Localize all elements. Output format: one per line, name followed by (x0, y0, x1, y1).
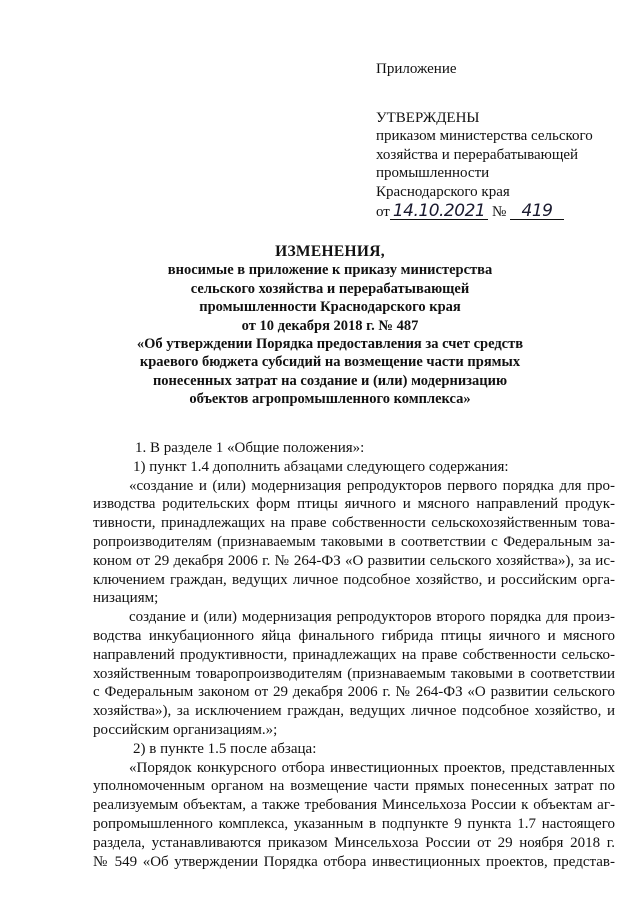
handwritten-number: 419 (510, 203, 564, 220)
body-line: № 549 «Об утверждении Порядка отбора инвестиционных проектов, представ- (93, 853, 615, 870)
approval-line: хозяйства и перерабатывающей (376, 146, 579, 163)
body-line: низациям; (93, 590, 159, 607)
body-line: российским организациям.»; (93, 721, 278, 738)
body-line: направлений продуктивности, принадлежащих на праве собственности сельско- (93, 646, 615, 663)
body-line: с Федеральным законом от 29 декабря 2006 г. № 264-ФЗ «О развитии сельского (93, 684, 615, 701)
body-line: ключением граждан, ведущих личное подсобное хозяйство, и российским орга- (93, 571, 615, 588)
title-line: сельского хозяйства и перерабатывающей (190, 280, 470, 297)
body-line: хозяйственным товаропроизводителям (признаваемым таковыми в соответствии (93, 665, 615, 682)
handwritten-date: 14.10.2021 (390, 203, 488, 220)
body-line: 1) пункт 1.4 дополнить абзацами следующего содержания: (133, 458, 509, 475)
body-line: коном от 29 декабря 2006 г. № 264-ФЗ «О развитии сельского хозяйства»), за ис- (93, 552, 615, 569)
body-line: водства инкубационного яйца финального гибрида птицы яичного и мясного (93, 627, 615, 644)
approval-date-line (376, 200, 626, 222)
title-line: краевого бюджета субсидий на возмещение части прямых (139, 354, 521, 371)
body-line: 2) в пункте 1.5 после абзаца: (133, 740, 317, 757)
approval-line: приказом министерства сельского (376, 128, 593, 145)
body-line: ропроизводителям (признаваемым таковыми в соответствии с Федеральным за- (93, 533, 615, 550)
title-line: от 10 декабря 2018 г. № 487 (241, 317, 419, 334)
title-line: вносимые в приложение к приказу министерства (167, 262, 493, 279)
appendix-label: Приложение (376, 61, 457, 77)
approval-stamp (376, 60, 626, 221)
body-line: 1. В разделе 1 «Общие положения»: (135, 440, 365, 456)
document-title (80, 243, 580, 409)
date-prefix: от (376, 203, 390, 220)
body-line: ропромышленного комплекса, указанным в подпункте 9 пункта 1.7 настоящего (93, 815, 615, 832)
body-line: создание и (или) модернизация репродукторов второго порядка для произ- (129, 609, 615, 626)
title-line: промышленности Краснодарского края (199, 299, 461, 316)
number-prefix: № (491, 203, 507, 220)
body-line: реализуемым объектам, а также требования Минсельхоза России к объектам аг- (93, 797, 615, 814)
body-line: «создание и (или) модернизация репродукторов первого порядка для про- (129, 477, 615, 494)
approval-line: Краснодарского края (376, 183, 510, 200)
body-line: тивности, принадлежащих на праве собственности сельскохозяйственным това- (93, 515, 615, 532)
document-body (93, 439, 615, 871)
body-line: хозяйства»), за исключением граждан, ведущих личное подсобное хозяйство, и (93, 703, 615, 720)
approval-line: промышленности (376, 165, 490, 182)
body-line: уполномоченным органом на возмещение части прямых понесенных затрат по (93, 778, 615, 795)
title-heading: ИЗМЕНЕНИЯ, (275, 243, 385, 260)
body-line: раздела, устанавливаются приказом Минсельхоза России от 29 ноября 2018 г. (93, 834, 615, 851)
approved-label: УТВЕРЖДЕНЫ (376, 109, 480, 126)
body-line: изводства родительских форм птицы яичного и мясного направлений продук- (93, 496, 615, 513)
title-line: объектов агропромышленного комплекса» (189, 391, 471, 408)
title-line: «Об утверждении Порядка предоставления за счет средств (136, 336, 524, 353)
body-line: «Порядок конкурсного отбора инвестиционных проектов, представленных (129, 759, 615, 776)
title-line: понесенных затрат на создание и (или) модернизацию (152, 372, 508, 389)
